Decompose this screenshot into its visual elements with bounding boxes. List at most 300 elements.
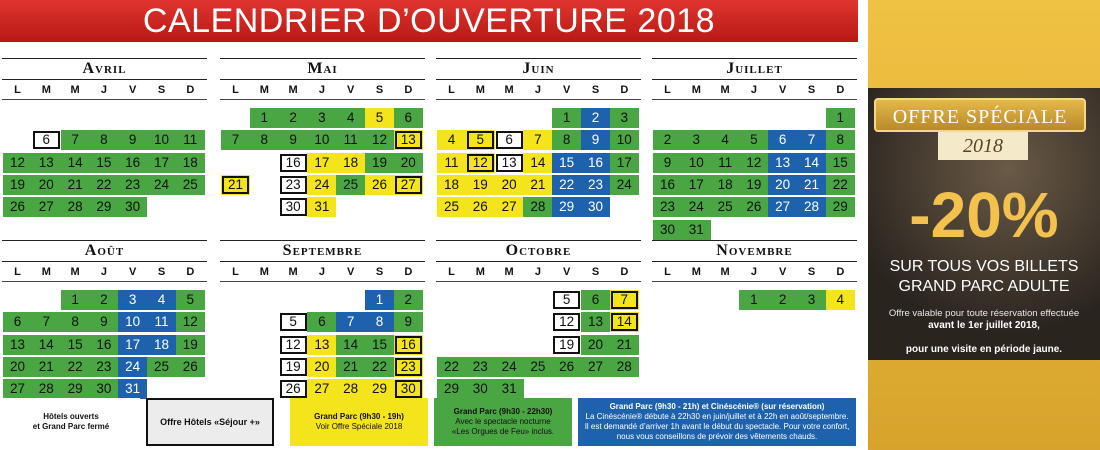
calendar-day: 21	[221, 175, 250, 195]
legend-text: Grand Parc (9h30 - 22h30)	[453, 407, 553, 416]
calendar-day: 21	[32, 357, 61, 377]
calendar-day: 7	[523, 130, 552, 150]
calendar-day: 31	[307, 197, 336, 217]
calendar-day: 10	[682, 153, 711, 173]
weekday-label: J	[750, 266, 757, 278]
month-1	[220, 50, 425, 230]
calendar-day: 21	[336, 357, 365, 377]
weekday-label: M	[720, 84, 730, 96]
month-3	[652, 50, 857, 237]
weekday-label: M	[259, 84, 269, 96]
calendar-day: 22	[437, 357, 466, 377]
calendar-day: 30	[581, 197, 610, 217]
weekday-label: J	[318, 84, 325, 96]
calendar-day: 12	[279, 335, 308, 355]
weekday-label: J	[100, 84, 107, 96]
calendar-day: 11	[437, 153, 466, 173]
calendar-day: 16	[118, 153, 147, 173]
calendar-day: 23	[279, 175, 308, 195]
legend-text: «Les Orgues de Feu» inclus.	[451, 427, 555, 436]
offer-badge: OFFRE SPÉCIALE	[874, 98, 1086, 132]
weekday-label: S	[591, 266, 600, 278]
weekday-label: M	[70, 84, 80, 96]
weekday-rule	[2, 99, 207, 100]
weekday-label: V	[563, 266, 571, 278]
offer-visit: pour une visite en période jaune.	[905, 344, 1063, 355]
calendar-day: 22	[365, 357, 394, 377]
calendar-day: 17	[307, 153, 336, 173]
calendar-day: 14	[610, 312, 639, 332]
calendar-day: 19	[466, 175, 495, 195]
calendar-day: 2	[89, 290, 118, 310]
legend-item	[2, 398, 140, 446]
calendar-day: 18	[336, 153, 365, 173]
calendar-day: 17	[118, 335, 147, 355]
calendar-day: 25	[523, 357, 552, 377]
month-2	[436, 50, 641, 230]
calendar-day: 26	[466, 197, 495, 217]
calendar-day: 18	[711, 175, 740, 195]
weekday-label: V	[563, 84, 571, 96]
calendar-day: 4	[336, 108, 365, 128]
calendar-day: 25	[176, 175, 205, 195]
weekday-label: M	[41, 266, 51, 278]
calendar-day: 23	[394, 357, 423, 377]
month-name: Novembre	[716, 242, 793, 259]
calendar-day: 28	[32, 379, 61, 399]
calendar-day: 31	[682, 220, 711, 240]
weekday-label: V	[129, 266, 137, 278]
weekday-label: M	[70, 266, 80, 278]
legend-text: et Grand Parc fermé	[32, 422, 110, 431]
calendar-day: 30	[653, 220, 682, 240]
calendar-day: 29	[437, 379, 466, 399]
calendar-day: 9	[653, 153, 682, 173]
weekday-label: D	[404, 84, 413, 96]
weekday-label: M	[288, 84, 298, 96]
legend-item	[434, 398, 572, 446]
calendar-day: 28	[336, 379, 365, 399]
offer-deadline: avant le 1er juillet 2018,	[928, 320, 1040, 331]
calendar-day: 23	[118, 175, 147, 195]
calendar-day: 2	[394, 290, 423, 310]
calendar-day: 24	[495, 357, 524, 377]
weekday-label: M	[504, 266, 514, 278]
calendar-day: 7	[61, 130, 90, 150]
calendar-day: 10	[118, 312, 147, 332]
weekday-rule	[220, 281, 425, 282]
calendar-day: 29	[826, 197, 855, 217]
calendar-day: 30	[89, 379, 118, 399]
month-rule	[220, 240, 425, 241]
calendar-day: 21	[610, 335, 639, 355]
calendar-day: 9	[118, 130, 147, 150]
month-rule	[436, 58, 641, 59]
calendar-day: 19	[279, 357, 308, 377]
month-7	[652, 232, 857, 412]
weekday-rule	[436, 99, 641, 100]
calendar-day: 20	[32, 175, 61, 195]
month-rule	[652, 58, 857, 59]
legend-text: Voir Offre Spéciale 2018	[315, 422, 403, 431]
calendar-day: 8	[89, 130, 118, 150]
weekday-label: L	[232, 266, 239, 278]
month-5	[220, 232, 425, 412]
month-rule	[436, 79, 641, 80]
calendar-day: 6	[768, 130, 797, 150]
weekday-label: D	[836, 266, 845, 278]
calendar-day: 14	[336, 335, 365, 355]
calendar-day: 17	[682, 175, 711, 195]
weekday-label: D	[620, 266, 629, 278]
weekday-label: V	[779, 84, 787, 96]
calendar-day: 30	[118, 197, 147, 217]
calendar-day: 30	[279, 197, 308, 217]
weekday-label: V	[129, 84, 137, 96]
month-name: Juin	[522, 60, 555, 77]
calendar-day: 26	[739, 197, 768, 217]
calendar-day: 13	[581, 312, 610, 332]
calendar-day: 6	[394, 108, 423, 128]
calendar-day: 6	[495, 130, 524, 150]
month-rule	[2, 240, 207, 241]
calendar-day: 2	[581, 108, 610, 128]
weekday-label: J	[750, 84, 757, 96]
calendar-day: 8	[61, 312, 90, 332]
calendar-day: 18	[176, 153, 205, 173]
calendar-day: 20	[495, 175, 524, 195]
calendar-day: 27	[307, 379, 336, 399]
calendar-day: 27	[3, 379, 32, 399]
weekday-label: D	[620, 84, 629, 96]
month-rule	[436, 261, 641, 262]
calendar-day: 8	[365, 312, 394, 332]
calendar-day: 11	[336, 130, 365, 150]
legend-text: Hôtels ouverts	[43, 412, 99, 421]
calendar-day: 19	[176, 335, 205, 355]
calendar-day: 8	[552, 130, 581, 150]
calendar-day: 22	[61, 357, 90, 377]
calendar-day: 28	[61, 197, 90, 217]
calendar-day: 17	[147, 153, 176, 173]
legend-text: Grand Parc (9h30 - 19h)	[314, 412, 404, 421]
calendar-day: 13	[32, 153, 61, 173]
calendar-day: 25	[711, 197, 740, 217]
legend-text: La Cinéscénie® débute à 22h30 en juin/juillet et à 22h en août/septembre.	[585, 412, 849, 421]
calendar-day: 5	[176, 290, 205, 310]
calendar-day: 3	[610, 108, 639, 128]
calendar-day: 27	[581, 357, 610, 377]
calendar-day: 12	[3, 153, 32, 173]
calendar-day: 24	[147, 175, 176, 195]
calendar-day: 14	[32, 335, 61, 355]
calendar-day: 22	[826, 175, 855, 195]
calendar-day: 26	[365, 175, 394, 195]
calendar-day: 30	[466, 379, 495, 399]
calendar-day: 21	[61, 175, 90, 195]
weekday-label: V	[347, 266, 355, 278]
calendar-day: 19	[365, 153, 394, 173]
calendar-day: 1	[826, 108, 855, 128]
calendar-day: 19	[739, 175, 768, 195]
weekday-label: V	[779, 266, 787, 278]
calendar-day: 5	[279, 312, 308, 332]
calendar-day: 24	[118, 357, 147, 377]
calendar-day: 12	[466, 153, 495, 173]
calendar-day: 8	[250, 130, 279, 150]
calendar-day: 26	[552, 357, 581, 377]
calendar-day: 14	[797, 153, 826, 173]
calendar-day: 31	[495, 379, 524, 399]
weekday-label: S	[807, 84, 816, 96]
weekday-rule	[652, 281, 857, 282]
calendar-day: 30	[394, 379, 423, 399]
calendar-day: 29	[552, 197, 581, 217]
calendar-day: 18	[147, 335, 176, 355]
weekday-label: J	[100, 266, 107, 278]
calendar-day: 7	[221, 130, 250, 150]
weekday-label: M	[288, 266, 298, 278]
weekday-rule	[652, 99, 857, 100]
calendar-day: 3	[682, 130, 711, 150]
weekday-label: M	[504, 84, 514, 96]
weekday-label: L	[232, 84, 239, 96]
calendar-day: 4	[711, 130, 740, 150]
month-rule	[652, 79, 857, 80]
calendar-day: 24	[610, 175, 639, 195]
calendar-day: 28	[523, 197, 552, 217]
month-rule	[220, 58, 425, 59]
calendar-day: 13	[3, 335, 32, 355]
calendar-day: 1	[61, 290, 90, 310]
weekday-label: M	[475, 266, 485, 278]
calendar-day: 4	[826, 290, 855, 310]
weekday-label: J	[534, 266, 541, 278]
calendar-day: 2	[653, 130, 682, 150]
weekday-label: S	[591, 84, 600, 96]
calendar-day: 5	[466, 130, 495, 150]
calendar-day: 19	[552, 335, 581, 355]
calendar-day: 28	[797, 197, 826, 217]
weekday-label: S	[157, 84, 166, 96]
calendar-day: 11	[711, 153, 740, 173]
calendar-day: 9	[394, 312, 423, 332]
month-rule	[2, 79, 207, 80]
calendar-day: 28	[610, 357, 639, 377]
calendar-day: 10	[610, 130, 639, 150]
month-0	[2, 50, 207, 230]
calendar-day: 17	[610, 153, 639, 173]
calendar-day: 6	[307, 312, 336, 332]
calendar-day: 12	[365, 130, 394, 150]
calendar-day: 16	[394, 335, 423, 355]
weekday-label: M	[475, 84, 485, 96]
weekday-label: M	[691, 266, 701, 278]
month-name: Mai	[307, 60, 338, 77]
month-rule	[652, 261, 857, 262]
calendar-day: 31	[118, 379, 147, 399]
calendar-day: 7	[610, 290, 639, 310]
calendar-day: 13	[307, 335, 336, 355]
calendar-day: 11	[176, 130, 205, 150]
weekday-label: D	[404, 266, 413, 278]
calendar-day: 26	[279, 379, 308, 399]
calendar-day: 15	[61, 335, 90, 355]
calendar-day: 25	[336, 175, 365, 195]
calendar-day: 20	[768, 175, 797, 195]
calendar-day: 23	[581, 175, 610, 195]
calendar-day: 9	[279, 130, 308, 150]
calendar-day: 19	[3, 175, 32, 195]
month-rule	[220, 261, 425, 262]
legend-item	[578, 398, 856, 446]
legend-text: Grand Parc (9h30 - 21h) et Cinéscénie® (sur réservation)	[609, 402, 825, 411]
calendar-day: 26	[176, 357, 205, 377]
calendar-day: 27	[495, 197, 524, 217]
weekday-label: M	[41, 84, 51, 96]
weekday-label: L	[664, 266, 671, 278]
calendar-day: 10	[147, 130, 176, 150]
legend-item	[290, 398, 428, 446]
calendar-day: 6	[32, 130, 61, 150]
month-name: Avril	[82, 60, 127, 77]
offer-note: Offre valable pour toute réservation effectuée	[888, 308, 1080, 319]
calendar-day: 12	[739, 153, 768, 173]
month-rule	[652, 240, 857, 241]
weekday-label: L	[14, 84, 21, 96]
calendar-day: 12	[552, 312, 581, 332]
calendar-day: 23	[89, 357, 118, 377]
legend-text: nous vous conseillons de prévoir des vêtements chauds.	[616, 432, 818, 441]
calendar-day: 2	[768, 290, 797, 310]
month-4	[2, 232, 207, 412]
calendar-day: 20	[307, 357, 336, 377]
legend-text: Il est demandé d’arriver 1h avant le début du spectacle. Pour votre confort,	[584, 422, 850, 431]
calendar-day: 1	[365, 290, 394, 310]
weekday-label: V	[347, 84, 355, 96]
calendar-day: 4	[437, 130, 466, 150]
calendar-day: 4	[147, 290, 176, 310]
calendar-day: 9	[89, 312, 118, 332]
calendar-day: 22	[89, 175, 118, 195]
calendar-day: 1	[739, 290, 768, 310]
calendar-day: 15	[552, 153, 581, 173]
calendar-day: 13	[394, 130, 423, 150]
weekday-rule	[436, 281, 641, 282]
calendar-day: 16	[653, 175, 682, 195]
calendar-day: 24	[682, 197, 711, 217]
calendar-day: 3	[118, 290, 147, 310]
weekday-label: D	[186, 84, 195, 96]
weekday-label: M	[259, 266, 269, 278]
calendar-day: 8	[826, 130, 855, 150]
calendar-day: 6	[3, 312, 32, 332]
calendar-day: 18	[437, 175, 466, 195]
weekday-label: L	[448, 266, 455, 278]
calendar-day: 7	[797, 130, 826, 150]
weekday-label: J	[318, 266, 325, 278]
calendar-day: 5	[552, 290, 581, 310]
calendar-day: 3	[307, 108, 336, 128]
month-name: Août	[84, 242, 125, 259]
weekday-label: S	[157, 266, 166, 278]
legend-text: Offre Hôtels «Séjour +»	[160, 417, 260, 427]
weekday-rule	[220, 99, 425, 100]
calendar-day: 1	[250, 108, 279, 128]
calendar-day: 12	[176, 312, 205, 332]
calendar-day: 20	[3, 357, 32, 377]
weekday-label: S	[807, 266, 816, 278]
weekday-label: M	[720, 266, 730, 278]
calendar-day: 25	[147, 357, 176, 377]
weekday-label: S	[375, 266, 384, 278]
legend-text: Avec le spectacle nocturne	[455, 417, 551, 426]
calendar-day: 13	[768, 153, 797, 173]
calendar-day: 27	[768, 197, 797, 217]
weekday-rule	[2, 281, 207, 282]
calendar-day: 20	[581, 335, 610, 355]
calendar-day: 22	[552, 175, 581, 195]
month-name: Octobre	[505, 242, 572, 259]
calendar-day: 20	[394, 153, 423, 173]
calendar-day: 5	[739, 130, 768, 150]
weekday-label: D	[186, 266, 195, 278]
offer-line-1: SUR TOUS VOS BILLETS	[889, 258, 1079, 275]
calendar-day: 14	[61, 153, 90, 173]
calendar-day: 11	[147, 312, 176, 332]
calendar-day: 14	[523, 153, 552, 173]
calendar-day: 3	[797, 290, 826, 310]
calendar-day: 2	[279, 108, 308, 128]
calendar-day: 25	[437, 197, 466, 217]
offer-year: 2018	[938, 132, 1028, 160]
calendar-day: 23	[466, 357, 495, 377]
calendar-day: 13	[495, 153, 524, 173]
calendar-day: 15	[89, 153, 118, 173]
legend-item	[146, 398, 274, 446]
month-rule	[2, 261, 207, 262]
weekday-label: S	[375, 84, 384, 96]
month-name: Juillet	[726, 60, 783, 77]
month-rule	[220, 79, 425, 80]
calendar-day: 29	[61, 379, 90, 399]
month-rule	[2, 58, 207, 59]
special-offer-panel[interactable]	[868, 0, 1100, 450]
calendar-day: 29	[89, 197, 118, 217]
calendar-day: 16	[581, 153, 610, 173]
calendar-day: 16	[89, 335, 118, 355]
calendar-day: 29	[365, 379, 394, 399]
calendar-day: 7	[32, 312, 61, 332]
calendar-day: 23	[653, 197, 682, 217]
month-6	[436, 232, 641, 412]
calendar-day: 7	[336, 312, 365, 332]
weekday-label: L	[14, 266, 21, 278]
month-rule	[436, 240, 641, 241]
month-name: Septembre	[282, 242, 363, 259]
calendar-day: 16	[279, 153, 308, 173]
weekday-label: D	[836, 84, 845, 96]
calendar-day: 26	[3, 197, 32, 217]
calendar-day: 21	[797, 175, 826, 195]
calendar-day: 15	[826, 153, 855, 173]
discount-percent: -20%	[909, 179, 1059, 251]
calendar-day: 15	[365, 335, 394, 355]
calendar-day: 6	[581, 290, 610, 310]
calendar-day: 21	[523, 175, 552, 195]
weekday-label: L	[664, 84, 671, 96]
weekday-label: M	[691, 84, 701, 96]
